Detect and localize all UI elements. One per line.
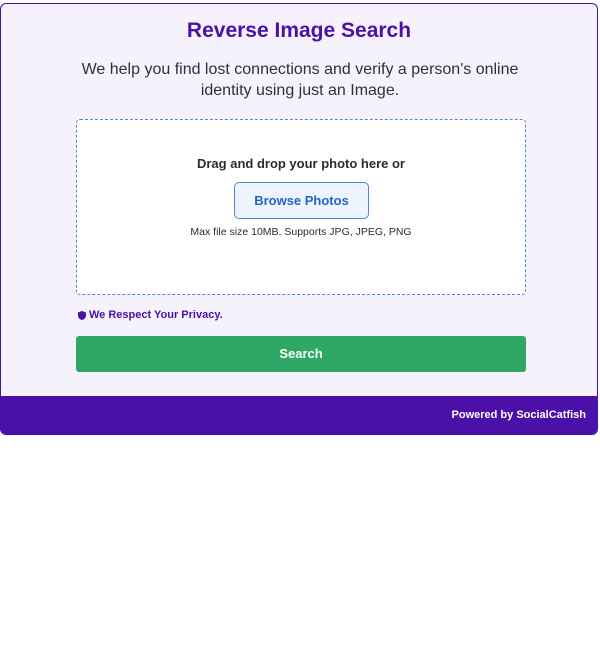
powered-by-link[interactable]: Powered by SocialCatfish — [451, 409, 586, 421]
search-button[interactable]: Search — [76, 336, 526, 372]
footer-bar — [1, 396, 597, 435]
dropzone-prompt: Drag and drop your photo here or — [196, 156, 405, 171]
privacy-text: We Respect Your Privacy. — [89, 309, 223, 321]
page-title: Reverse Image Search — [186, 19, 412, 42]
reverse-image-search-widget — [0, 3, 598, 435]
privacy-note[interactable] — [78, 309, 223, 321]
browse-photos-button[interactable]: Browse Photos — [234, 182, 369, 219]
shield-icon — [78, 311, 86, 320]
file-size-info: Max file size 10MB. Supports JPG, JPEG, PNG — [190, 226, 412, 238]
page-subtitle: We help you find lost connections and verify a person's online identity using just an Image. — [81, 61, 519, 99]
photo-dropzone[interactable] — [76, 119, 526, 295]
